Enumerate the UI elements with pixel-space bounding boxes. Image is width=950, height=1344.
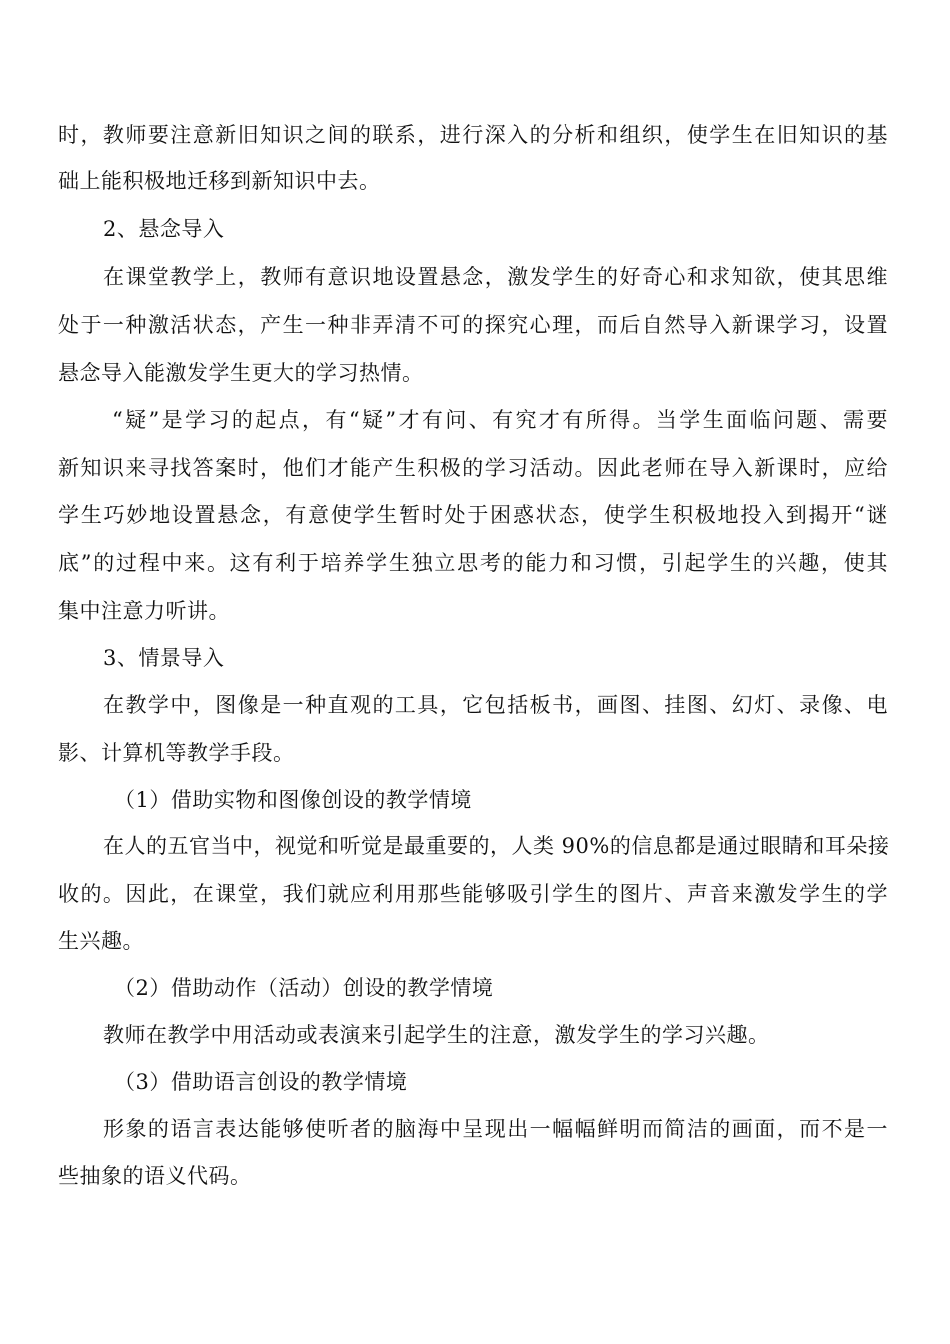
paragraph-line: 在人的五官当中，视觉和听觉是最重要的，人类 90%的信息都是通过眼睛和耳朵接 — [103, 834, 890, 858]
paragraph-line: 集中注意力听讲。 — [58, 599, 230, 623]
paragraph-line: 底”的过程中来。这有利于培养学生独立思考的能力和习惯，引起学生的兴趣，使其 — [58, 551, 888, 575]
paragraph-line: 新知识来寻找答案时，他们才能产生积极的学习活动。因此老师在导入新课时，应给 — [58, 456, 888, 480]
paragraph-line: 悬念导入能激发学生更大的学习热情。 — [58, 361, 424, 385]
paragraph-line: 础上能积极地迁移到新知识中去。 — [58, 169, 381, 193]
paragraph-line: “疑”是学习的起点，有“疑”才有问、有究才有所得。当学生面临问题、需要 — [112, 408, 888, 432]
paragraph-line: 处于一种激活状态，产生一种非弄清不可的探究心理，而后自然导入新课学习，设置 — [58, 313, 888, 337]
paragraph-line: 影、计算机等教学手段。 — [58, 741, 295, 765]
paragraph-line: 些抽象的语义代码。 — [58, 1164, 252, 1188]
subsection-heading: （2）借助动作（活动）创设的教学情境 — [114, 976, 494, 1000]
subsection-heading: （3）借助语言创设的教学情境 — [114, 1070, 408, 1094]
paragraph-line: 生兴趣。 — [58, 929, 144, 953]
paragraph-line: 在教学中，图像是一种直观的工具，它包括板书，画图、挂图、幻灯、录像、电 — [103, 693, 888, 717]
paragraph-line: 学生巧妙地设置悬念，有意使学生暂时处于困惑状态，使学生积极地投入到揭开“谜 — [58, 503, 888, 527]
paragraph-line: 在课堂教学上，教师有意识地设置悬念，激发学生的好奇心和求知欲，使其思维 — [103, 265, 888, 289]
subsection-heading: （1）借助实物和图像创设的教学情境 — [114, 788, 472, 812]
paragraph-line: 教师在教学中用活动或表演来引起学生的注意，激发学生的学习兴趣。 — [103, 1023, 770, 1047]
paragraph-line: 时，教师要注意新旧知识之间的联系，进行深入的分析和组织，使学生在旧知识的基 — [58, 123, 888, 147]
paragraph-line: 收的。因此，在课堂，我们就应利用那些能够吸引学生的图片、声音来激发学生的学 — [58, 882, 888, 906]
paragraph-line: 形象的语言表达能够使听者的脑海中呈现出一幅幅鲜明而简洁的画面，而不是一 — [103, 1117, 888, 1141]
section-heading: 2、悬念导入 — [103, 217, 225, 241]
section-heading: 3、情景导入 — [103, 646, 225, 670]
